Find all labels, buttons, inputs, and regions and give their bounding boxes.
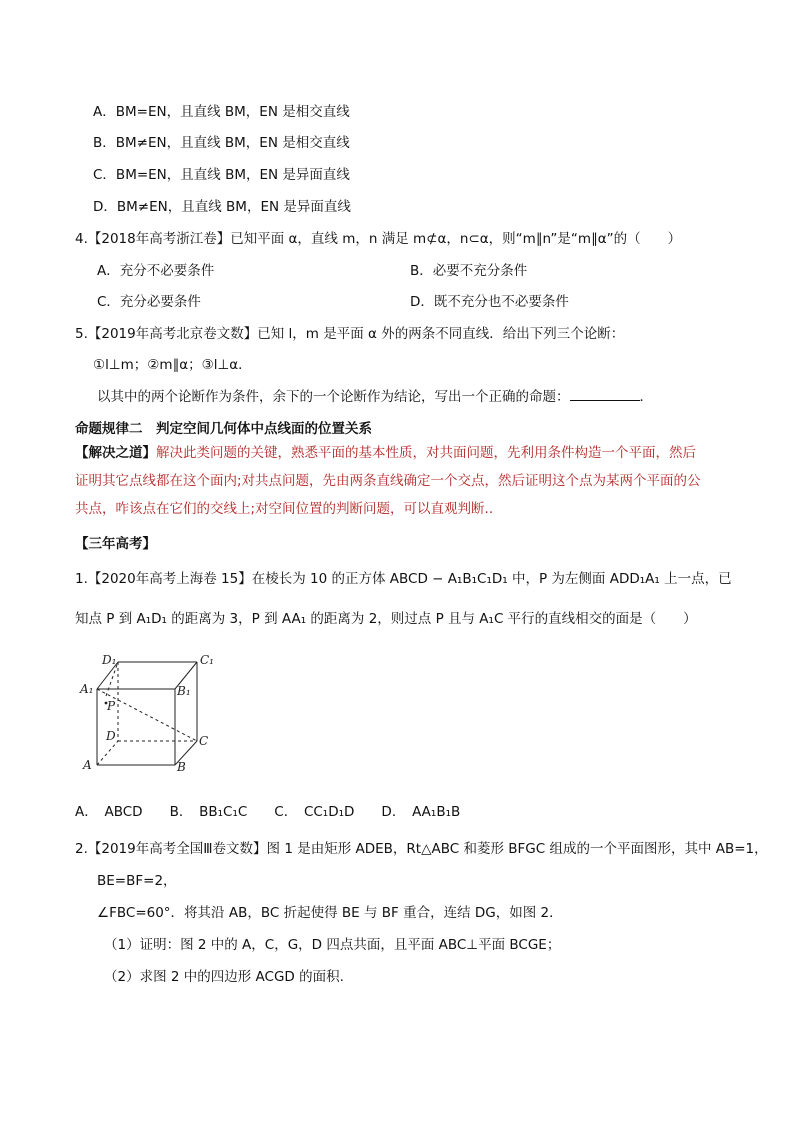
- q5-task-end: ．: [639, 389, 653, 405]
- p2-part2: （2）求图 2 中的四边形 ACGD 的面积.: [104, 969, 344, 985]
- q3-option-b: B．BM≠EN，且直线 BM，EN 是相交直线: [93, 135, 350, 151]
- label-a1: A₁: [80, 682, 94, 696]
- label-b: B: [177, 760, 186, 773]
- q4-option-c: C．充分必要条件: [97, 294, 201, 310]
- label-p: P: [107, 699, 116, 713]
- q5-task-text: 以其中的两个论断作为条件，余下的一个论断作为结论，写出一个正确的命题：: [97, 389, 570, 405]
- rule2-title: 命题规律二 判定空间几何体中点线面的位置关系: [75, 421, 372, 437]
- q5-conditions: ①l⊥m；②m∥α；③l⊥α．: [93, 357, 252, 373]
- p1-line2: 知点 P 到 A₁D₁ 的距离为 3，P 到 AA₁ 的距离为 2，则过点 P 且与 A₁C 平行的直线相交的面是（ ）: [75, 611, 697, 627]
- p1-line1: 1.【2020年高考上海卷 15】在棱长为 10 的正方体 ABCD − A₁B₁C₁D₁ 中，P 为左侧面 ADD₁A₁ 上一点，已: [75, 571, 732, 587]
- p2-line3: ∠FBC=60°．将其沿 AB，BC 折起使得 BE 与 BF 重合，连结 DG，如图 2．: [97, 905, 563, 921]
- rule2-label: 【解决之道】: [75, 445, 156, 461]
- q4-option-b: B．必要不充分条件: [410, 263, 528, 279]
- rule2-text1: 解决此类问题的关键，熟悉平面的基本性质，对共面问题，先利用条件构造一个平面，然后: [156, 445, 696, 461]
- label-c1: C₁: [200, 653, 214, 667]
- q3-option-c: C．BM=EN，且直线 BM，EN 是异面直线: [93, 167, 350, 183]
- p2-line2: BE=BF=2，: [97, 873, 177, 889]
- q5-stem: 5.【2019年高考北京卷文数】已知 l，m 是平面 α 外的两条不同直线．给出下列三个论断：: [75, 326, 625, 342]
- p2-line1: 2.【2019年高考全国Ⅲ卷文数】图 1 是由矩形 ADEB，Rt△ABC 和菱形 BFGC 组成的一个平面图形，其中 AB=1，: [75, 841, 768, 857]
- q4-option-d: D．既不充分也不必要条件: [410, 294, 569, 310]
- label-d1: D₁: [102, 653, 117, 667]
- q4-stem: 4.【2018年高考浙江卷】已知平面 α，直线 m，n 满足 m⊄α，n⊂α，则“m∥n”是“m∥α”的（ ）: [75, 231, 682, 247]
- p1-options: A． ABCD B． BB₁C₁C C． CC₁D₁D D． AA₁B₁B: [75, 804, 461, 820]
- q3-option-d: D．BM≠EN，且直线 BM，EN 是异面直线: [93, 199, 351, 215]
- answer-blank: [570, 388, 640, 401]
- cube-figure: [76, 648, 226, 773]
- label-c: C: [199, 734, 209, 748]
- three-years-heading: 【三年高考】: [75, 536, 156, 552]
- label-b1: B₁: [177, 684, 191, 698]
- rule2-line1: [75, 444, 696, 462]
- rule2-line2: 证明其它点线都在这个面内;对共点问题，先由两条直线确定一个交点，然后证明这个点为某两个平面的公: [75, 473, 701, 489]
- rule2-line3: 共点，咋该点在它们的交线上;对空间位置的判断问题，可以直观判断..: [75, 501, 494, 517]
- label-a: A: [83, 758, 92, 772]
- p2-part1: （1）证明：图 2 中的 A，C，G，D 四点共面，且平面 ABC⊥平面 BCGE；: [104, 937, 561, 953]
- q5-task: [97, 388, 653, 406]
- q3-option-a: A．BM=EN，且直线 BM，EN 是相交直线: [93, 104, 350, 120]
- label-d: D: [106, 729, 116, 743]
- q4-option-a: A．充分不必要条件: [97, 263, 215, 279]
